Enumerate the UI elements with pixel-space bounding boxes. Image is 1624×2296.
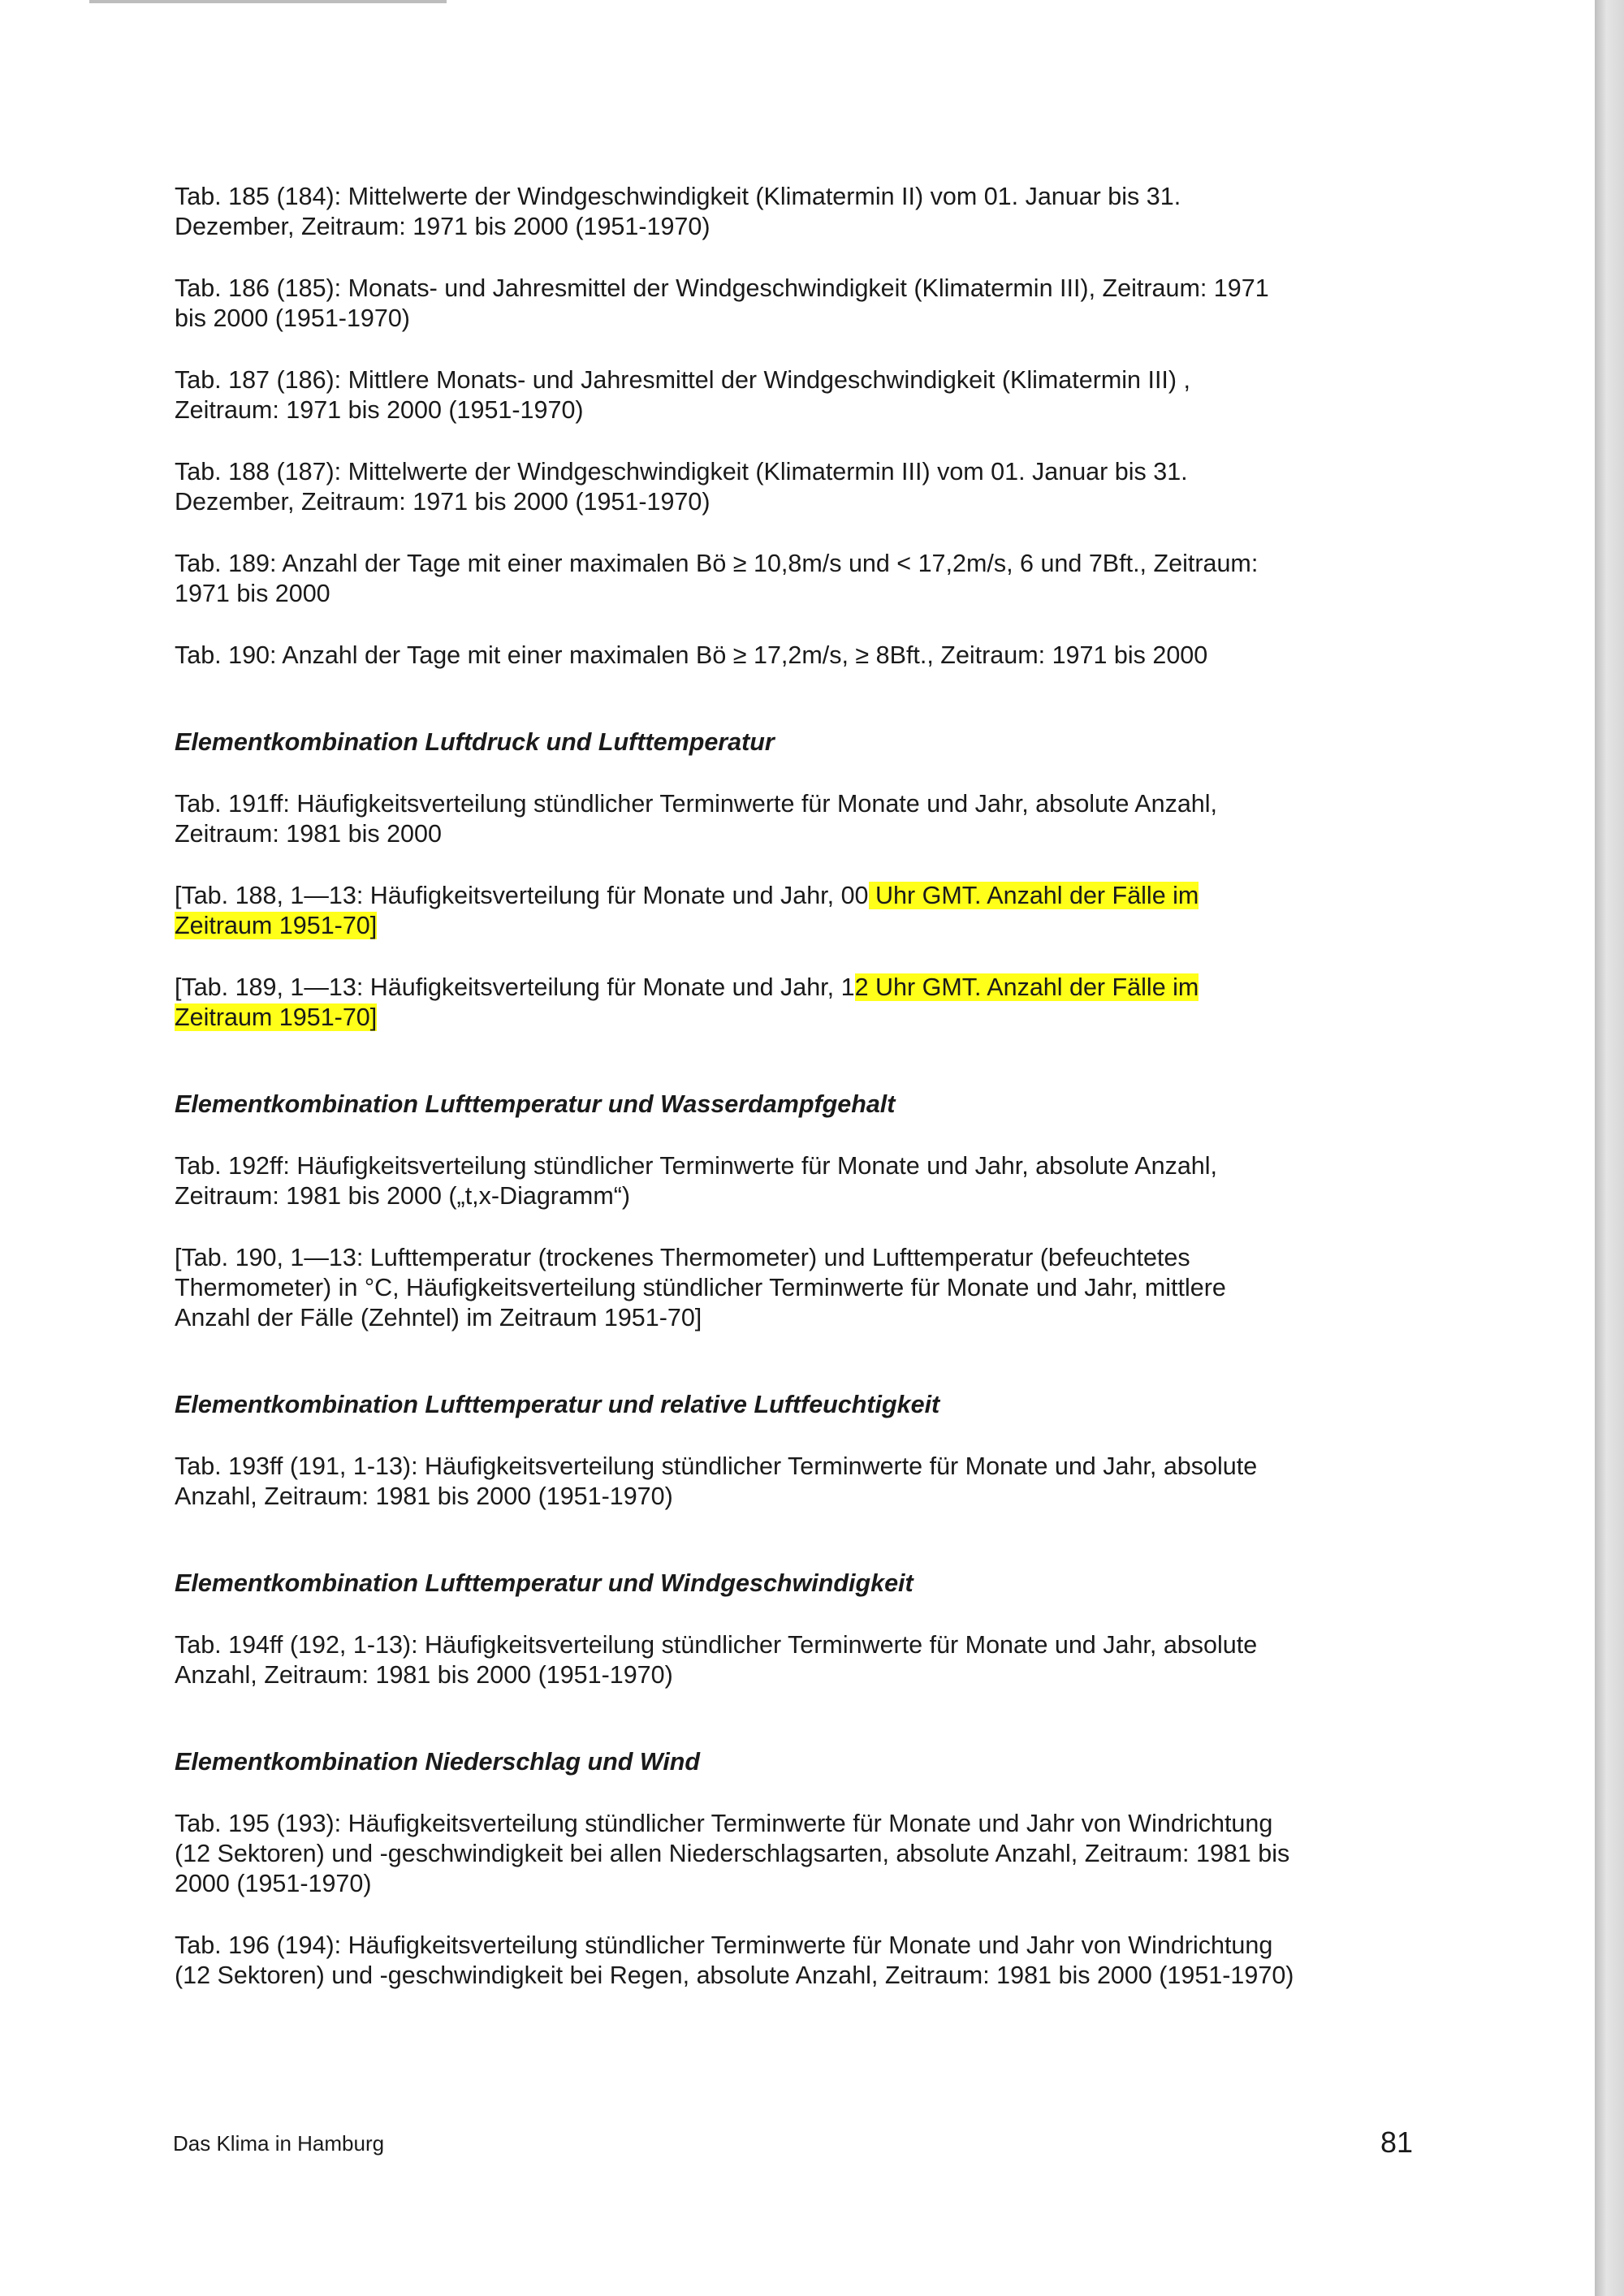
page-top-edge [89,0,447,3]
entry-line: Tab. 196 (194): Häufigkeitsverteilung stündlicher Terminwerte für Monate und Jahr von Windrichtung [175,1931,1273,1959]
list-entry-old-tab-189 [175,973,1425,1033]
entry-line: Zeitraum: 1981 bis 2000 („t,x-Diagramm“) [175,1182,631,1210]
list-entry-tab-189 [175,549,1425,609]
entry-line: Dezember, Zeitraum: 1971 bis 2000 (1951-1970) [175,488,710,516]
entry-line: Anzahl der Fälle (Zehntel) im Zeitraum 1951-70] [175,1304,702,1331]
entry-line [175,911,1425,941]
entry-line: Tab. 193ff (191, 1-13): Häufigkeitsverteilung stündlicher Terminwerte für Monate und Jahr, absolute [175,1452,1258,1480]
list-entry-tab-188 [175,457,1425,517]
entry-line: bis 2000 (1951-1970) [175,304,410,332]
entry-line: Tab. 192ff: Häufigkeitsverteilung stündlicher Terminwerte für Monate und Jahr, absolute Anzahl, [175,1152,1218,1180]
entry-line: Tab. 187 (186): Mittlere Monats- und Jahresmittel der Windgeschwindigkeit (Klimatermin III) , [175,366,1190,394]
list-entry-tab-194ff [175,1630,1425,1690]
entry-line: Tab. 185 (184): Mittelwerte der Windgeschwindigkeit (Klimatermin II) vom 01. Januar bis 31. [175,183,1181,210]
entry-line: Zeitraum: 1981 bis 2000 [175,820,442,848]
entry-line: Tab. 195 (193): Häufigkeitsverteilung stündlicher Terminwerte für Monate und Jahr von Windrichtung [175,1810,1273,1837]
entry-line: Tab. 194ff (192, 1-13): Häufigkeitsverteilung stündlicher Terminwerte für Monate und Jahr, absolute [175,1631,1258,1659]
document-body [175,182,1425,2022]
footer-title: Das Klima in Hamburg [173,2131,385,2156]
highlighted-text: Uhr GMT. Anzahl der Fälle im [868,882,1199,909]
list-entry-tab-190 [175,641,1425,671]
page-edge-shadow [1595,0,1624,2296]
entry-line: Tab. 189: Anzahl der Tage mit einer maximalen Bö ≥ 10,8m/s und < 17,2m/s, 6 und 7Bft., Zeitraum: [175,550,1259,577]
entry-line: Thermometer) in °C, Häufigkeitsverteilung stündlicher Terminwerte für Monate und Jahr, mittlere [175,1274,1226,1301]
list-entry-tab-187 [175,365,1425,425]
entry-line: (12 Sektoren) und -geschwindigkeit bei Regen, absolute Anzahl, Zeitraum: 1981 bis 2000 (1951-1970) [175,1962,1294,1989]
section-heading-niederschlag-wind: Elementkombination Niederschlag und Wind [175,1748,701,1776]
plain-text: [Tab. 189, 1—13: Häufigkeitsverteilung für Monate und Jahr, 1 [175,973,855,1001]
section-heading-lufttemperatur-wasserdampfgehalt: Elementkombination Lufttemperatur und Wasserdampfgehalt [175,1090,896,1118]
entry-line: 1971 bis 2000 [175,580,330,607]
list-entry-tab-192ff [175,1151,1425,1211]
list-entry-tab-196 [175,1931,1425,1991]
entry-line: 2000 (1951-1970) [175,1870,372,1897]
section-heading-lufttemperatur-luftfeuchtigkeit: Elementkombination Lufttemperatur und relative Luftfeuchtigkeit [175,1391,940,1418]
entry-line: [Tab. 190, 1—13: Lufttemperatur (trockenes Thermometer) und Lufttemperatur (befeuchtetes [175,1244,1190,1271]
list-entry-tab-195 [175,1809,1425,1899]
entry-line: Anzahl, Zeitraum: 1981 bis 2000 (1951-1970) [175,1661,673,1689]
entry-line: Tab. 186 (185): Monats- und Jahresmittel der Windgeschwindigkeit (Klimatermin III), Zeitraum: 1971 [175,274,1269,302]
entry-line: Tab. 190: Anzahl der Tage mit einer maximalen Bö ≥ 17,2m/s, ≥ 8Bft., Zeitraum: 1971 bis 2000 [175,641,1208,669]
entry-line [175,1003,1425,1033]
list-entry-tab-191ff [175,789,1425,849]
section-heading-luftdruck-lufttemperatur: Elementkombination Luftdruck und Lufttemperatur [175,728,775,756]
entry-line: Zeitraum: 1971 bis 2000 (1951-1970) [175,396,584,424]
entry-line: Anzahl, Zeitraum: 1981 bis 2000 (1951-1970) [175,1482,673,1510]
highlighted-text: 2 Uhr GMT. Anzahl der Fälle im [854,973,1199,1001]
section-heading-lufttemperatur-windgeschwindigkeit: Elementkombination Lufttemperatur und Windgeschwindigkeit [175,1569,914,1597]
entry-line: Dezember, Zeitraum: 1971 bis 2000 (1951-1970) [175,213,710,240]
highlighted-text: Zeitraum 1951-70] [175,1003,378,1031]
entry-line [175,973,1425,1003]
highlighted-text: Zeitraum 1951-70] [175,912,378,939]
plain-text: [Tab. 188, 1—13: Häufigkeitsverteilung für Monate und Jahr, 00 [175,882,869,909]
entry-line: Tab. 191ff: Häufigkeitsverteilung stündlicher Terminwerte für Monate und Jahr, absolute Anzahl, [175,790,1218,818]
list-entry-tab-186 [175,274,1425,334]
entry-line: (12 Sektoren) und -geschwindigkeit bei allen Niederschlagsarten, absolute Anzahl, Zeitraum: 1981 bis [175,1840,1290,1867]
entry-line [175,881,1425,911]
list-entry-old-tab-190 [175,1243,1425,1333]
list-entry-old-tab-188 [175,881,1425,941]
list-entry-tab-185 [175,182,1425,242]
page-number: 81 [1380,2126,1414,2159]
list-entry-tab-193ff [175,1452,1425,1512]
entry-line: Tab. 188 (187): Mittelwerte der Windgeschwindigkeit (Klimatermin III) vom 01. Januar bis 31. [175,458,1188,486]
